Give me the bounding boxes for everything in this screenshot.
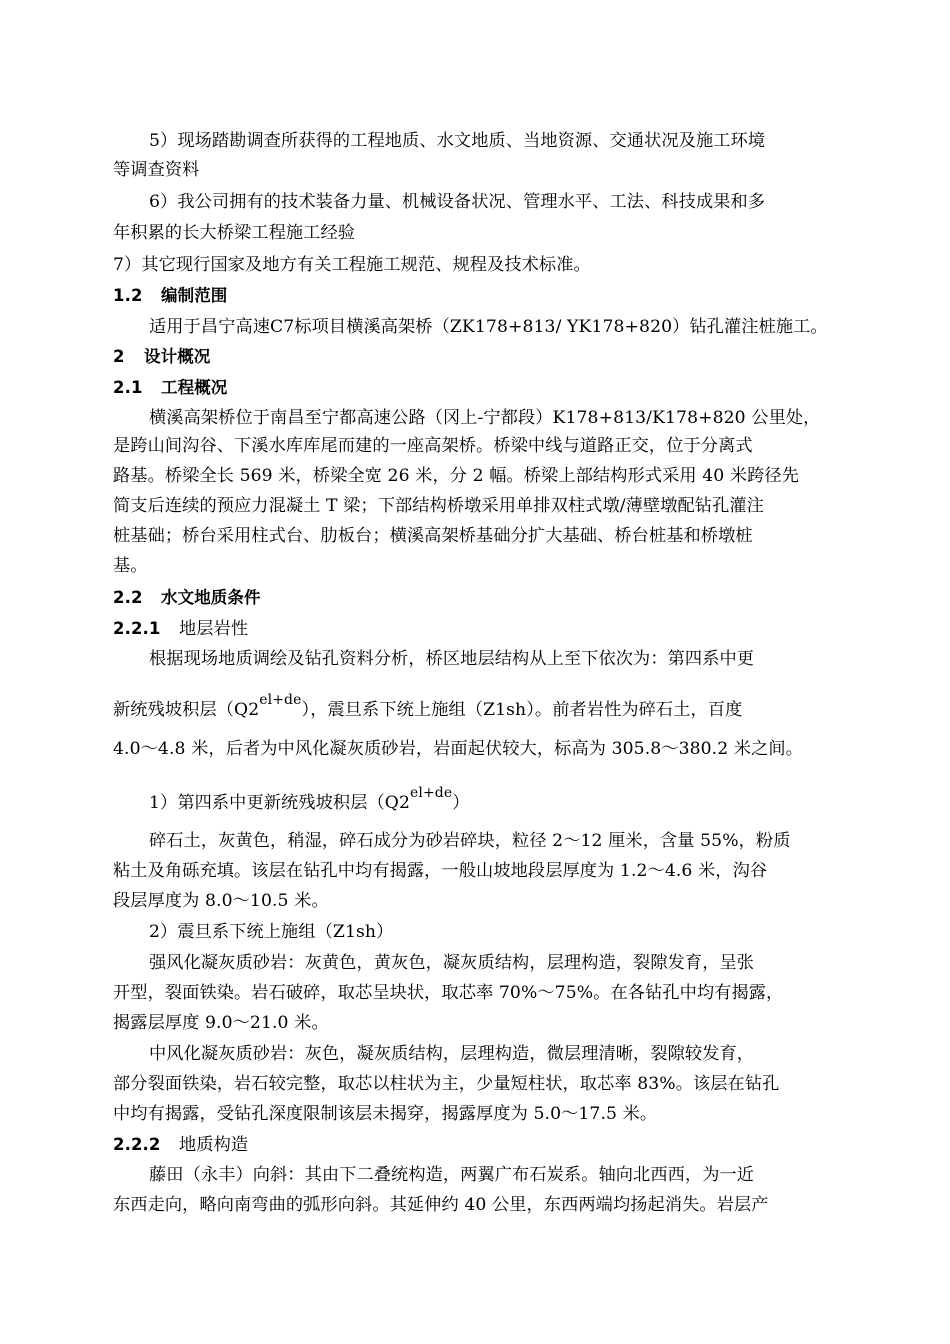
paragraph-line: 藤田（永丰）向斜：其由下二叠统构造，两翼广布石炭系。轴向北西西，为一近 <box>149 1165 755 1185</box>
text-fragment: ） <box>452 793 470 813</box>
paragraph-line: 是跨山间沟谷、下溪水库库尾而建的一座高架桥。桥梁中线与道路正交，位于分离式 <box>113 436 753 456</box>
paragraph-line: 强风化凝灰质砂岩：灰黄色，黄灰色，凝灰质结构，层理构造，裂隙发育，呈张 <box>149 953 755 973</box>
paragraph-line: 中风化凝灰质砂岩：灰色，凝灰质结构，层理构造，微层理清晰，裂隙较发育， <box>149 1044 755 1064</box>
heading-number: 2 <box>113 347 125 366</box>
paragraph-line: 粘土及角砾充填。该层在钻孔中均有揭露，一般山坡地段层厚度为 1.2～4.6 米，沟谷 <box>113 861 768 881</box>
paragraph-line: 部分裂面铁染，岩石较完整，取芯以柱状为主，少量短柱状，取芯率 83%。该层在钻孔 <box>113 1074 780 1094</box>
paragraph-line: 年积累的长大桥梁工程施工经验 <box>113 223 356 243</box>
paragraph-line: 路基。桥梁全长 569 米，桥梁全宽 26 米，分 2 幅。桥梁上部结构形式采用 40 米跨径先 <box>113 466 799 486</box>
heading-title: 地层岩性 <box>179 619 249 639</box>
paragraph-line: 碎石土，灰黄色，稍湿，碎石成分为砂岩碎块，粒径 2～12 厘米，含量 55%，粉质 <box>149 831 791 851</box>
paragraph-line: 东西走向，略向南弯曲的弧形向斜。其延伸约 40 公里，东西两端均扬起消失。岩层产 <box>113 1195 769 1215</box>
heading-number: 2.2.2 <box>113 1135 161 1154</box>
heading-title: 编制范围 <box>161 286 228 305</box>
paragraph-line: 6）我公司拥有的技术装备力量、机械设备状况、管理水平、工法、科技成果和多 <box>149 192 766 212</box>
heading-title: 工程概况 <box>161 378 228 397</box>
formula-superscript: el+de <box>410 785 453 801</box>
paragraph-line: 等调查资料 <box>113 160 200 180</box>
paragraph-line: 5）现场踏勘调查所获得的工程地质、水文地质、当地资源、交通状况及施工环境 <box>149 131 766 151</box>
paragraph-line: 中均有揭露，受钻孔深度限制该层未揭穿，揭露厚度为 5.0～17.5 米。 <box>113 1104 658 1124</box>
text-fragment: 1）第四系中更新统残坡积层（Q2 <box>149 793 410 813</box>
heading-title: 设计概况 <box>144 347 211 366</box>
paragraph-line: 揭露层厚度 9.0～21.0 米。 <box>113 1013 329 1033</box>
section-heading-2-1 <box>0 377 950 399</box>
paragraph-line: 简支后连续的预应力混凝土 T 梁；下部结构桥墩采用单排双柱式墩/薄壁墩配钻孔灌注 <box>113 496 764 516</box>
paragraph-line-with-formula <box>0 692 950 722</box>
paragraph-line: 7）其它现行国家及地方有关工程施工规范、规程及技术标准。 <box>113 255 591 275</box>
paragraph-line: 2）震旦系下统上施组（Z1sh） <box>149 922 394 942</box>
paragraph-line: 4.0～4.8 米，后者为中风化凝灰质砂岩，岩面起伏较大，标高为 305.8～380.2 米之间。 <box>113 739 803 759</box>
section-heading-2-2-1 <box>0 618 950 640</box>
section-heading-1-2 <box>0 285 950 307</box>
section-heading-2-2 <box>0 587 950 609</box>
heading-title: 水文地质条件 <box>161 588 261 607</box>
heading-number: 1.2 <box>113 286 143 305</box>
paragraph-line: 基。 <box>113 556 148 576</box>
paragraph-line: 段层厚度为 8.0～10.5 米。 <box>113 891 329 911</box>
paragraph-line-with-formula <box>0 785 950 815</box>
heading-number: 2.2 <box>113 588 143 607</box>
heading-number: 2.1 <box>113 378 143 397</box>
section-heading-2-2-2 <box>0 1134 950 1156</box>
paragraph-line: 开型，裂面铁染。岩石破碎，取芯呈块状，取芯率 70%～75%。在各钻孔中均有揭露， <box>113 983 784 1003</box>
paragraph-line: 适用于昌宁高速C7标项目横溪高架桥（ZK178+813/ YK178+820）钻孔灌注桩施工。 <box>149 317 828 337</box>
text-fragment: ），震旦系下统上施组（Z1sh）。前者岩性为碎石土，百度 <box>301 700 743 720</box>
section-heading-2 <box>0 346 950 368</box>
formula-superscript: el+de <box>259 692 302 708</box>
paragraph-line: 桩基础；桥台采用柱式台、肋板台；横溪高架桥基础分扩大基础、桥台桩基和桥墩桩 <box>113 526 753 546</box>
heading-title: 地质构造 <box>179 1135 249 1155</box>
text-fragment: 新统残坡积层（Q2 <box>113 700 260 720</box>
paragraph-line: 横溪高架桥位于南昌至宁都高速公路（冈上-宁都段）K178+813/K178+820 公里处， <box>149 408 821 428</box>
paragraph-line: 根据现场地质调绘及钻孔资料分析，桥区地层结构从上至下依次为：第四系中更 <box>149 649 755 669</box>
heading-number: 2.2.1 <box>113 619 161 638</box>
